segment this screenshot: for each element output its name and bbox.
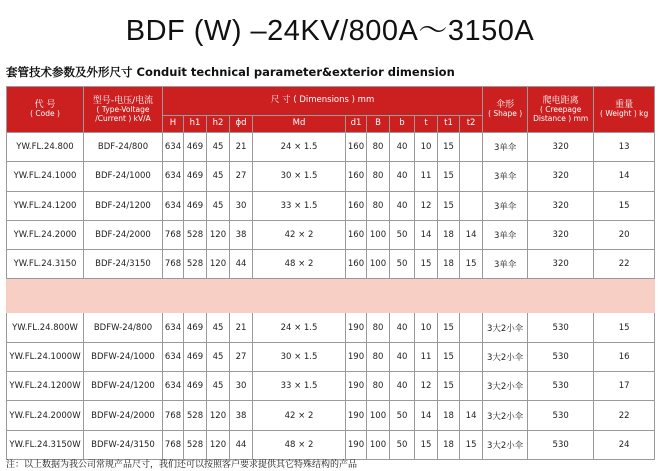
cell-B: 100 xyxy=(367,220,390,249)
cell-shape: 3单伞 xyxy=(483,220,528,249)
cell-t1: 18 xyxy=(438,430,460,459)
cell-d: 21 xyxy=(230,313,253,342)
cell-b: 40 xyxy=(390,191,415,220)
cell-creep: 320 xyxy=(528,220,594,249)
cell-t2: 14 xyxy=(460,220,483,249)
header-B: B xyxy=(367,116,390,133)
cell-code: YW.FL.24.1200 xyxy=(7,191,84,220)
cell-d1: 160 xyxy=(346,250,367,279)
cell-t: 12 xyxy=(415,191,438,220)
cell-creep: 320 xyxy=(528,162,594,191)
cell-B: 80 xyxy=(367,372,390,401)
cell-d: 44 xyxy=(230,430,253,459)
cell-b: 50 xyxy=(390,401,415,430)
table-row xyxy=(7,250,655,279)
cell-h2: 45 xyxy=(207,342,230,371)
cell-h1: 528 xyxy=(184,220,207,249)
cell-code: YW.FL.24.1000 xyxy=(7,162,84,191)
cell-h2: 45 xyxy=(207,313,230,342)
cell-h1: 528 xyxy=(184,250,207,279)
cell-h1: 528 xyxy=(184,401,207,430)
cell-creep: 530 xyxy=(528,342,594,371)
cell-shape: 3大2小伞 xyxy=(483,430,528,459)
table-subtitle: 套管技术参数及外形尺寸 Conduit technical parameter&exterior dimension xyxy=(6,65,455,79)
cell-Md: 24 × 1.5 xyxy=(253,133,346,162)
cell-weight: 17 xyxy=(594,372,655,401)
table-row xyxy=(7,162,655,191)
table-row xyxy=(7,430,655,459)
cell-H: 634 xyxy=(163,162,184,191)
cell-d: 38 xyxy=(230,220,253,249)
spec-table xyxy=(6,86,655,460)
header-weight: 重量 ( Weight ) kg xyxy=(594,87,655,133)
header-h1: h1 xyxy=(184,116,207,133)
cell-type: BDF-24/800 xyxy=(84,133,163,162)
cell-h1: 469 xyxy=(184,133,207,162)
cell-type: BDFW-24/3150 xyxy=(84,430,163,459)
cell-h2: 45 xyxy=(207,372,230,401)
header-Md: Md xyxy=(253,116,346,133)
header-t2: t2 xyxy=(460,116,483,133)
cell-t: 10 xyxy=(415,313,438,342)
header-creepage: 爬电距离 ( Creepage Distance ) mm xyxy=(528,87,594,133)
cell-t2 xyxy=(460,162,483,191)
header-d1: d1 xyxy=(346,116,367,133)
cell-h2: 120 xyxy=(207,430,230,459)
cell-t1: 15 xyxy=(438,133,460,162)
cell-creep: 530 xyxy=(528,372,594,401)
cell-b: 40 xyxy=(390,342,415,371)
cell-b: 50 xyxy=(390,250,415,279)
cell-H: 768 xyxy=(163,430,184,459)
cell-type: BDF-24/1200 xyxy=(84,191,163,220)
table-row xyxy=(7,191,655,220)
cell-type: BDFW-24/1000 xyxy=(84,342,163,371)
cell-t1: 15 xyxy=(438,372,460,401)
page-title: BDF (W) –24KV/800A～3150A xyxy=(125,15,535,47)
cell-shape: 3大2小伞 xyxy=(483,372,528,401)
cell-weight: 16 xyxy=(594,342,655,371)
cell-d1: 160 xyxy=(346,191,367,220)
cell-h2: 120 xyxy=(207,220,230,249)
cell-B: 80 xyxy=(367,133,390,162)
cell-d: 44 xyxy=(230,250,253,279)
cell-t: 10 xyxy=(415,133,438,162)
cell-d1: 160 xyxy=(346,220,367,249)
cell-weight: 22 xyxy=(594,250,655,279)
cell-code: YW.FL.24.800W xyxy=(7,313,84,342)
cell-b: 40 xyxy=(390,313,415,342)
cell-Md: 24 × 1.5 xyxy=(253,313,346,342)
cell-H: 768 xyxy=(163,220,184,249)
header-H: H xyxy=(163,116,184,133)
cell-creep: 320 xyxy=(528,191,594,220)
cell-t1: 15 xyxy=(438,191,460,220)
header-t: t xyxy=(415,116,438,133)
cell-t2 xyxy=(460,191,483,220)
cell-shape: 3大2小伞 xyxy=(483,401,528,430)
cell-d: 38 xyxy=(230,401,253,430)
header-d: ϕd xyxy=(230,116,253,133)
table-row xyxy=(7,372,655,401)
cell-h1: 528 xyxy=(184,430,207,459)
cell-h2: 45 xyxy=(207,191,230,220)
header-t1: t1 xyxy=(438,116,460,133)
cell-d: 30 xyxy=(230,191,253,220)
cell-code: YW.FL.24.1200W xyxy=(7,372,84,401)
cell-H: 634 xyxy=(163,133,184,162)
cell-t1: 15 xyxy=(438,162,460,191)
cell-t: 15 xyxy=(415,430,438,459)
cell-type: BDF-24/3150 xyxy=(84,250,163,279)
cell-B: 100 xyxy=(367,250,390,279)
header-type: 型号-电压/电流 ( Type-Voltage /Current ) kV/A xyxy=(84,87,163,133)
table-row xyxy=(7,220,655,249)
cell-Md: 33 × 1.5 xyxy=(253,191,346,220)
cell-Md: 33 × 1.5 xyxy=(253,372,346,401)
cell-d1: 190 xyxy=(346,313,367,342)
cell-code: YW.FL.24.3150W xyxy=(7,430,84,459)
cell-t2 xyxy=(460,372,483,401)
cell-b: 40 xyxy=(390,133,415,162)
cell-creep: 530 xyxy=(528,430,594,459)
cell-t: 14 xyxy=(415,401,438,430)
cell-shape: 3大2小伞 xyxy=(483,313,528,342)
cell-h2: 45 xyxy=(207,162,230,191)
cell-t: 11 xyxy=(415,342,438,371)
cell-type: BDFW-24/800 xyxy=(84,313,163,342)
cell-Md: 30 × 1.5 xyxy=(253,162,346,191)
cell-B: 80 xyxy=(367,313,390,342)
cell-type: BDFW-24/2000 xyxy=(84,401,163,430)
cell-H: 634 xyxy=(163,342,184,371)
header-shape: 伞形 ( Shape ) xyxy=(483,87,528,133)
cell-type: BDF-24/2000 xyxy=(84,220,163,249)
table-row xyxy=(7,342,655,371)
cell-H: 634 xyxy=(163,313,184,342)
cell-d: 21 xyxy=(230,133,253,162)
cell-weight: 13 xyxy=(594,133,655,162)
cell-creep: 530 xyxy=(528,313,594,342)
cell-t2: 14 xyxy=(460,401,483,430)
cell-t2 xyxy=(460,313,483,342)
cell-t1: 18 xyxy=(438,250,460,279)
cell-code: YW.FL.24.1000W xyxy=(7,342,84,371)
cell-d: 27 xyxy=(230,162,253,191)
cell-t: 11 xyxy=(415,162,438,191)
cell-t2 xyxy=(460,133,483,162)
cell-Md: 30 × 1.5 xyxy=(253,342,346,371)
cell-B: 100 xyxy=(367,430,390,459)
cell-weight: 15 xyxy=(594,313,655,342)
cell-code: YW.FL.24.2000W xyxy=(7,401,84,430)
cell-code: YW.FL.24.800 xyxy=(7,133,84,162)
separator-band xyxy=(7,279,655,313)
cell-B: 80 xyxy=(367,342,390,371)
table-row xyxy=(7,133,655,162)
cell-h1: 469 xyxy=(184,342,207,371)
cell-t: 12 xyxy=(415,372,438,401)
cell-creep: 320 xyxy=(528,133,594,162)
cell-t1: 18 xyxy=(438,220,460,249)
cell-Md: 42 × 2 xyxy=(253,220,346,249)
footnote: 注：以上数据为我公司常规产品尺寸，我们还可以按照客户要求提供其它特殊结构的产品 xyxy=(6,460,358,470)
cell-shape: 3单伞 xyxy=(483,191,528,220)
cell-d1: 190 xyxy=(346,342,367,371)
cell-Md: 48 × 2 xyxy=(253,250,346,279)
cell-b: 40 xyxy=(390,372,415,401)
cell-Md: 42 × 2 xyxy=(253,401,346,430)
cell-b: 50 xyxy=(390,220,415,249)
cell-type: BDF-24/1000 xyxy=(84,162,163,191)
cell-weight: 22 xyxy=(594,401,655,430)
cell-h1: 469 xyxy=(184,372,207,401)
cell-d1: 160 xyxy=(346,162,367,191)
cell-shape: 3单伞 xyxy=(483,250,528,279)
cell-weight: 20 xyxy=(594,220,655,249)
cell-d1: 190 xyxy=(346,372,367,401)
header-b: b xyxy=(390,116,415,133)
cell-t: 15 xyxy=(415,250,438,279)
cell-t: 14 xyxy=(415,220,438,249)
cell-B: 80 xyxy=(367,191,390,220)
cell-t2: 15 xyxy=(460,250,483,279)
cell-t2 xyxy=(460,342,483,371)
cell-H: 634 xyxy=(163,191,184,220)
cell-t1: 15 xyxy=(438,313,460,342)
cell-b: 40 xyxy=(390,162,415,191)
cell-d: 30 xyxy=(230,372,253,401)
cell-type: BDFW-24/1200 xyxy=(84,372,163,401)
cell-d: 27 xyxy=(230,342,253,371)
cell-shape: 3单伞 xyxy=(483,133,528,162)
cell-H: 768 xyxy=(163,250,184,279)
cell-d1: 190 xyxy=(346,430,367,459)
cell-weight: 24 xyxy=(594,430,655,459)
cell-weight: 15 xyxy=(594,191,655,220)
cell-H: 768 xyxy=(163,401,184,430)
header-code: 代 号 ( Code ) xyxy=(7,87,84,133)
cell-h2: 45 xyxy=(207,133,230,162)
cell-t1: 18 xyxy=(438,401,460,430)
cell-Md: 48 × 2 xyxy=(253,430,346,459)
cell-H: 634 xyxy=(163,372,184,401)
cell-h1: 469 xyxy=(184,191,207,220)
cell-code: YW.FL.24.3150 xyxy=(7,250,84,279)
cell-b: 50 xyxy=(390,430,415,459)
cell-t2: 15 xyxy=(460,430,483,459)
cell-B: 80 xyxy=(367,162,390,191)
cell-shape: 3大2小伞 xyxy=(483,342,528,371)
table-row xyxy=(7,313,655,342)
cell-shape: 3单伞 xyxy=(483,162,528,191)
cell-h1: 469 xyxy=(184,313,207,342)
cell-t1: 15 xyxy=(438,342,460,371)
cell-creep: 530 xyxy=(528,401,594,430)
cell-d1: 190 xyxy=(346,401,367,430)
cell-B: 100 xyxy=(367,401,390,430)
cell-creep: 320 xyxy=(528,250,594,279)
cell-h2: 120 xyxy=(207,401,230,430)
group-separator xyxy=(7,279,655,313)
cell-weight: 14 xyxy=(594,162,655,191)
cell-code: YW.FL.24.2000 xyxy=(7,220,84,249)
table-row xyxy=(7,401,655,430)
cell-h1: 469 xyxy=(184,162,207,191)
header-h2: h2 xyxy=(207,116,230,133)
cell-d1: 160 xyxy=(346,133,367,162)
header-dimensions: 尺 寸 ( Dimensions ) mm xyxy=(163,87,483,116)
cell-h2: 120 xyxy=(207,250,230,279)
